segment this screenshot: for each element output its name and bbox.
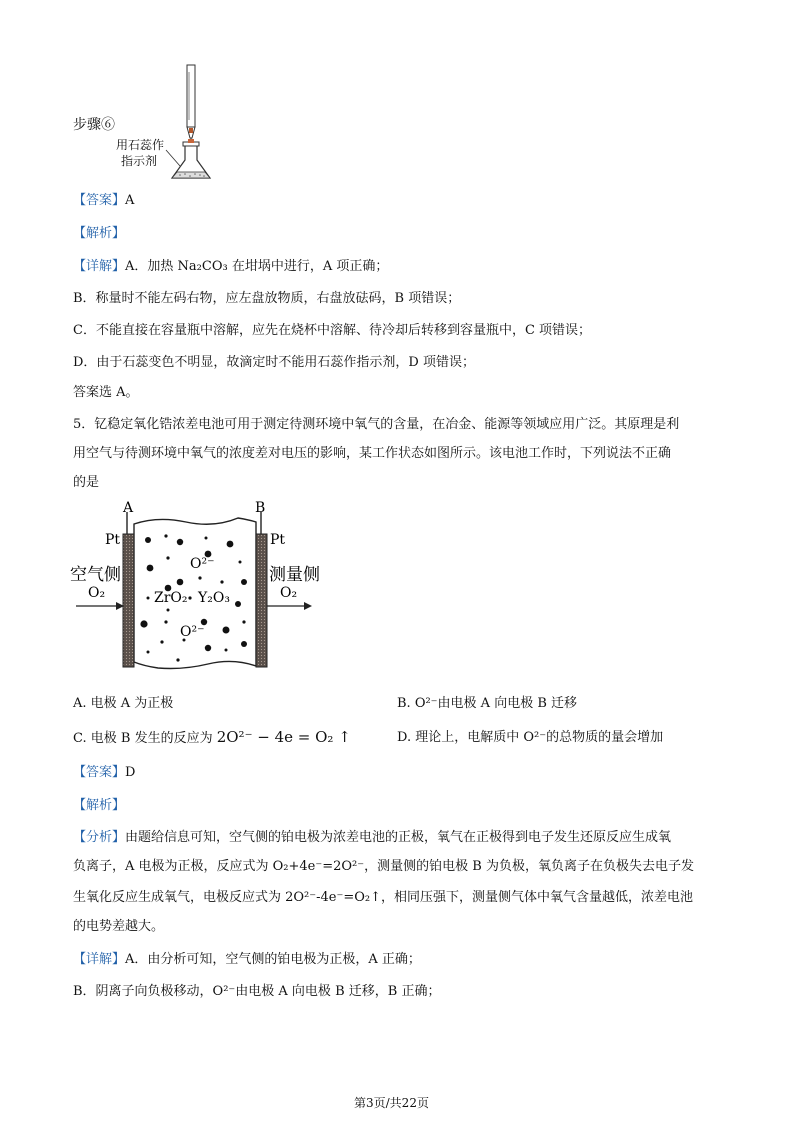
step6-label: 步骤⑥ xyxy=(73,117,115,133)
analysis-label: 【分析】 xyxy=(73,830,126,845)
oxide-ion-bottom: O²⁻ xyxy=(180,624,205,640)
page-footer: 第3页/共22页 xyxy=(354,1096,429,1110)
q4-detail-c: C．不能直接在容量瓶中溶解，应先在烧杯中溶解、待冷却后转移到容量瓶中，C 项错误； xyxy=(73,323,592,338)
indicator-label-2: 指示剂 xyxy=(121,154,158,168)
q5-answer xyxy=(73,766,135,779)
q5-analysis-3: 生氧化反应生成氧气，电极反应式为 2O²⁻-4e⁻=O₂↑，相同压强下，测量侧气体中氧气含量越低，浓差电池 xyxy=(73,890,694,905)
o2-left-label: O₂ xyxy=(88,585,106,601)
y2o3-label: Y₂O₃ xyxy=(198,590,230,606)
q5-analysis-2: 负离子，A 电极为正极，反应式为 O₂+4e⁻=2O²⁻，测量侧的铂电极 B 为负极，氧负离子在负极失去电子发 xyxy=(73,859,694,874)
titration-apparatus xyxy=(160,62,230,187)
measure-side-label: 测量侧 xyxy=(269,565,320,585)
q4-detail-a xyxy=(73,260,388,273)
pt-right-label: Pt xyxy=(270,532,286,548)
option-b: B. O²⁻由电极 A 向电极 B 迁移 xyxy=(397,696,578,711)
electrode-b-label: B xyxy=(255,500,266,516)
detail-a-text: A．加热 Na₂CO₃ 在坩埚中进行，A 项正确； xyxy=(125,259,389,274)
answer-value: A xyxy=(125,193,135,208)
q5-analysis-4: 的电势差越大。 xyxy=(73,919,165,934)
electrode-a-label: A xyxy=(123,500,134,516)
oxide-ion-top: O²⁻ xyxy=(190,556,215,572)
o2-right-label: O₂ xyxy=(280,585,298,601)
analysis-line-1: 由题给信息可知，空气侧的铂电极为浓差电池的正极，氧气在正极得到电子发生还原反应生成氧 xyxy=(125,830,672,845)
q4-answer xyxy=(73,194,134,207)
q5-stem-1: 5．钇稳定氧化锆浓差电池可用于测定待测环境中氧气的含量，在冶金、能源等领域应用广泛。其原理是利 xyxy=(73,417,680,432)
q4-detail-d: D．由于石蕊变色不明显，故滴定时不能用石蕊作指示剂，D 项错误； xyxy=(73,355,475,370)
concentration-cell-diagram xyxy=(68,498,328,683)
q4-detail-b: B．称量时不能左码右物，应左盘放物质，右盘放砝码，B 项错误； xyxy=(73,291,461,306)
air-side-label: 空气侧 xyxy=(70,565,121,585)
answer-tag: 【答案】 xyxy=(73,765,126,780)
analysis-tag: 【解析】 xyxy=(73,798,126,813)
arrow-right-icon xyxy=(267,602,312,610)
arrow-right-icon xyxy=(76,602,124,610)
detail-tag: 【详解】 xyxy=(73,259,126,274)
detail-a-text: A．由分析可知，空气侧的铂电极为正极，A 正确； xyxy=(125,952,421,967)
answer-tag: 【答案】 xyxy=(73,193,126,208)
zro2-label: ZrO₂ xyxy=(154,590,188,606)
option-c xyxy=(73,730,351,745)
option-d: D. 理论上，电解质中 O²⁻的总物质的量会增加 xyxy=(397,730,664,745)
q5-analysis-1 xyxy=(73,831,671,844)
q5-detail-a xyxy=(73,953,421,966)
q5-detail-b: B．阴离子向负极移动，O²⁻由电极 A 向电极 B 迁移，B 正确； xyxy=(73,984,441,999)
indicator-label-1: 用石蕊作 xyxy=(116,138,165,152)
q4-conclusion: 答案选 A。 xyxy=(73,385,139,400)
option-a: A. 电极 A 为正极 xyxy=(73,696,174,711)
pt-left-label: Pt xyxy=(105,532,121,548)
answer-value: D xyxy=(125,765,136,780)
detail-label: 【详解】 xyxy=(73,952,126,967)
q5-stem-2: 用空气与待测环境中氧气的浓度差对电压的影响，某工作状态如图所示。该电池工作时，下列说法不正确 xyxy=(73,446,672,461)
option-c-prefix: C. 电极 B 发生的反应为 xyxy=(73,731,213,746)
q5-stem-3: 的是 xyxy=(73,475,100,490)
option-c-equation: 2O²⁻ − 4e = O₂ ↑ xyxy=(216,728,351,746)
analysis-tag: 【解析】 xyxy=(73,226,126,241)
